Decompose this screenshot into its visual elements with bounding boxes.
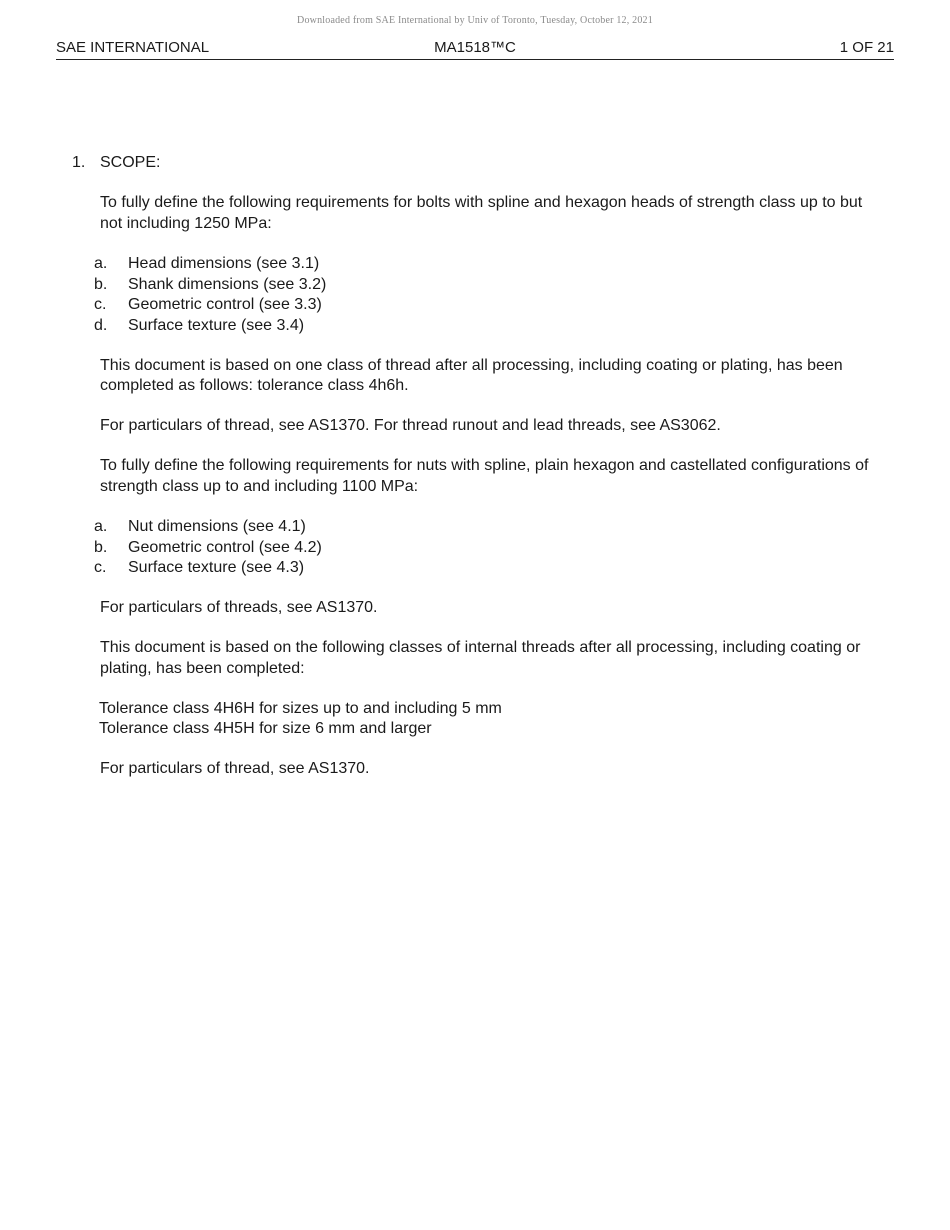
list-marker: b. — [94, 275, 108, 293]
document-body — [72, 153, 872, 780]
list-item-text: Geometric control (see 4.2) — [128, 538, 322, 556]
tolerance-line: Tolerance class 4H6H for sizes up to and including 5 mm — [99, 699, 502, 717]
download-watermark: Downloaded from SAE International by Univ of Toronto, Tuesday, October 12, 2021 — [297, 15, 653, 26]
list-marker: d. — [94, 316, 108, 334]
tolerance-line: Tolerance class 4H5H for size 6 mm and larger — [99, 720, 432, 737]
bolt-requirements-list — [72, 254, 872, 336]
list-marker: a. — [94, 255, 108, 272]
bolts-intro-paragraph: To fully define the following requirements for bolts with spline and hexagon heads of strength class up to but not including 1250 MPa: — [100, 194, 863, 232]
list-item-text: Surface texture (see 3.4) — [128, 316, 305, 334]
bolts-thread-class-paragraph: This document is based on one class of thread after all processing, including coating or plating, has been completed as follows: tolerance class 4h6h. — [100, 356, 843, 394]
list-marker: c. — [94, 296, 107, 313]
page-header — [56, 37, 894, 60]
list-item-text: Nut dimensions (see 4.1) — [128, 518, 306, 535]
list-marker: b. — [94, 538, 108, 556]
list-item — [72, 295, 872, 316]
header-organization: SAE INTERNATIONAL — [56, 39, 210, 56]
list-item — [72, 538, 872, 559]
list-marker: c. — [94, 559, 107, 576]
list-item — [72, 316, 872, 337]
header-page-number: 1 OF 21 — [839, 39, 894, 56]
list-marker: a. — [94, 518, 108, 535]
nuts-intro-paragraph: To fully define the following requirements for nuts with spline, plain hexagon and castellated configurations of strength class up to and including 1100 MPa: — [100, 457, 869, 495]
list-item-text: Shank dimensions (see 3.2) — [128, 275, 327, 293]
section-number: 1. — [72, 154, 86, 171]
list-item — [72, 517, 872, 538]
tolerance-class-lines — [99, 699, 872, 740]
list-item — [72, 558, 872, 579]
section-title: SCOPE: — [100, 154, 161, 171]
bolts-thread-refs-paragraph: For particulars of thread, see AS1370. For thread runout and lead threads, see AS3062. — [100, 417, 721, 434]
nut-requirements-list — [72, 517, 872, 579]
nuts-thread-class-paragraph: This document is based on the following classes of internal threads after all processing, including coating or plating, has been completed: — [100, 639, 861, 677]
section-heading — [72, 153, 872, 174]
list-item-text: Head dimensions (see 3.1) — [128, 255, 320, 272]
final-thread-ref-paragraph: For particulars of thread, see AS1370. — [100, 760, 370, 777]
list-item-text: Surface texture (see 4.3) — [128, 559, 305, 576]
header-document-number: MA1518™C — [434, 39, 516, 56]
list-item — [72, 275, 872, 296]
list-item-text: Geometric control (see 3.3) — [128, 296, 322, 313]
list-item — [72, 254, 872, 275]
nuts-thread-refs-paragraph: For particulars of threads, see AS1370. — [100, 599, 378, 616]
